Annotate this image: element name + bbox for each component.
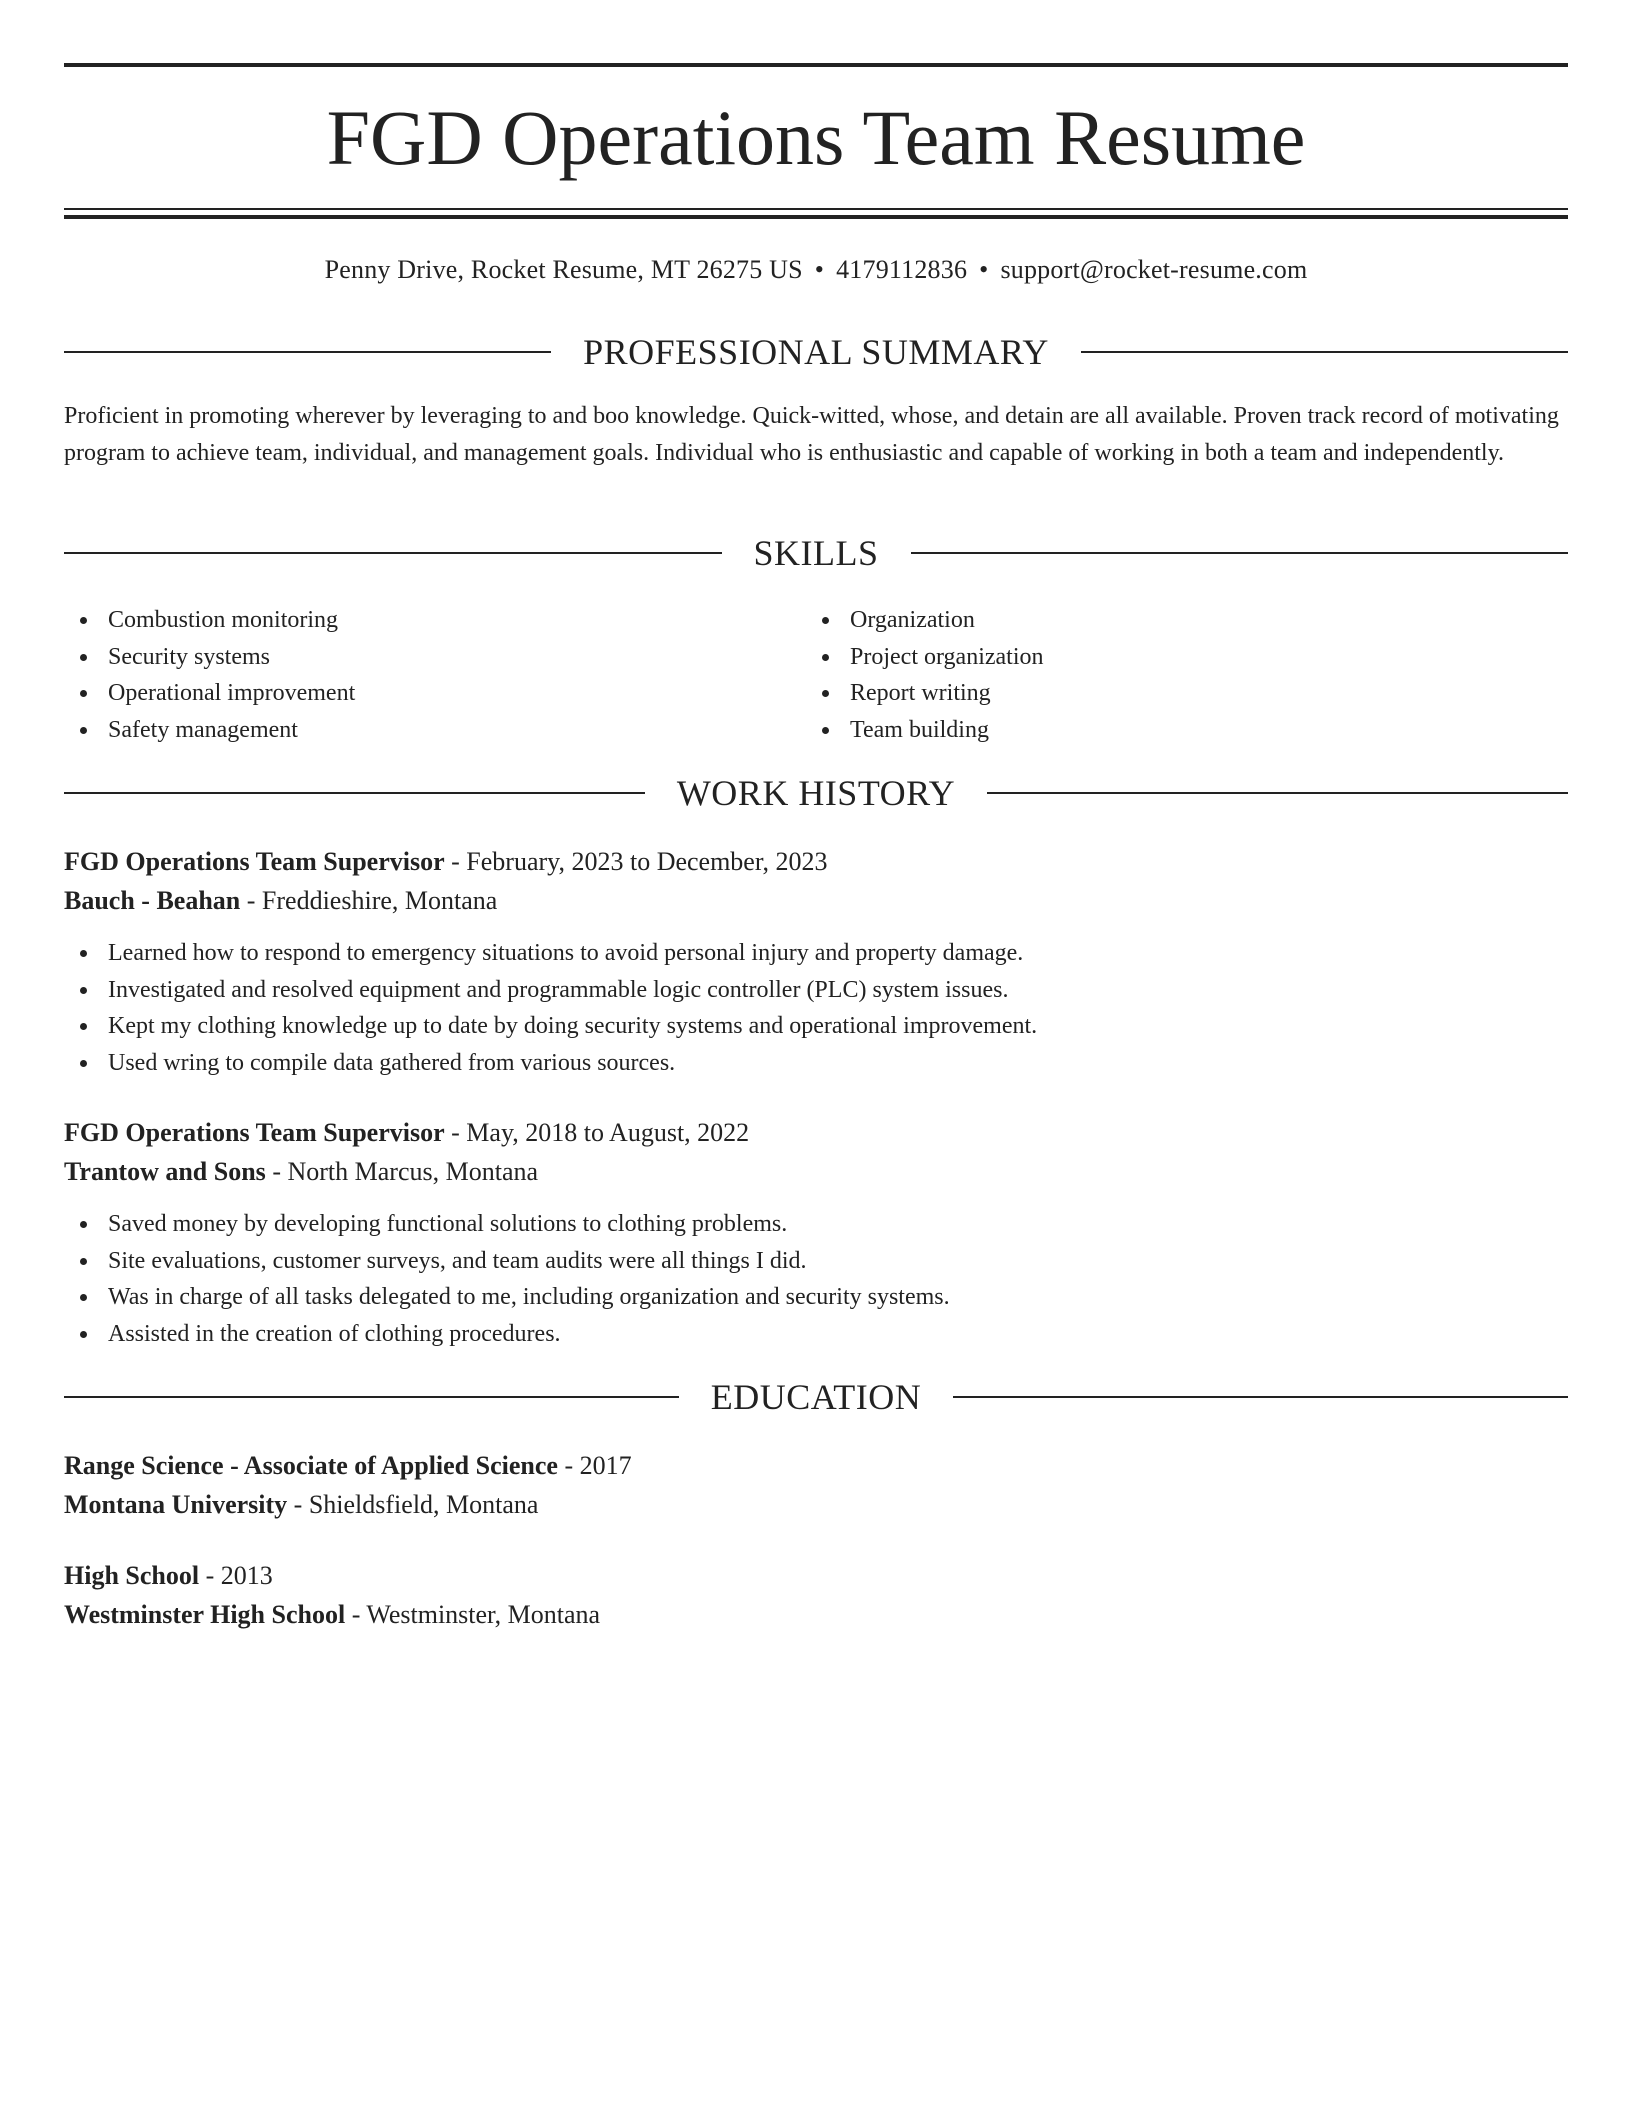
job-bullets — [64, 1206, 1568, 1352]
edu-location: - Westminster, Montana — [345, 1599, 601, 1629]
job-bullet: Saved money by developing functional solutions to clothing problems. — [64, 1206, 1568, 1243]
education-entry — [64, 1557, 1568, 1634]
job-bullet: Was in charge of all tasks delegated to me, including organization and security systems. — [64, 1279, 1568, 1316]
job-company: Trantow and Sons — [64, 1156, 266, 1186]
job-bullet: Kept my clothing knowledge up to date by doing security systems and operational improvement. — [64, 1008, 1568, 1045]
section-heading-skills — [64, 531, 1568, 575]
heading-rule — [64, 792, 645, 794]
edu-degree-line — [64, 1557, 1568, 1596]
skill-item: Report writing — [806, 675, 1548, 712]
title-rule-thick — [64, 215, 1568, 219]
edu-year: - 2017 — [557, 1451, 632, 1480]
contact-phone: 4179112836 — [836, 255, 968, 284]
skill-item: Team building — [806, 712, 1548, 749]
heading-rule — [64, 351, 551, 353]
section-heading-education — [64, 1375, 1568, 1419]
job-entry — [64, 1114, 1568, 1352]
heading-rule — [953, 1396, 1568, 1398]
heading-rule — [64, 552, 722, 554]
top-rule — [64, 63, 1568, 67]
skill-item: Security systems — [64, 639, 806, 676]
skills-column-right — [806, 602, 1548, 748]
job-bullet: Investigated and resolved equipment and programmable logic controller (PLC) system issues. — [64, 972, 1568, 1009]
job-dates: - February, 2023 to December, 2023 — [444, 847, 828, 876]
skills-list — [64, 602, 1568, 748]
job-title: FGD Operations Team Supervisor — [64, 847, 445, 876]
heading-rule — [1081, 351, 1568, 353]
contact-email: support@rocket-resume.com — [1000, 255, 1308, 284]
summary-text: Proficient in promoting wherever by leveraging to and boo knowledge. Quick-witted, whose, and detain are all available. Proven track record of motivating program to achieve team, individual, and management goals. Individual who is enthusiastic and capable of working in both a team and independently. — [64, 403, 1559, 466]
section-title: WORK HISTORY — [676, 773, 956, 813]
contact-separator: • — [979, 255, 989, 284]
resume-title: FGD Operations Team Resume — [326, 94, 1306, 181]
edu-school: Westminster High School — [64, 1599, 346, 1629]
job-dates: - May, 2018 to August, 2022 — [444, 1118, 750, 1147]
contact-line — [64, 252, 1568, 288]
job-bullet: Site evaluations, customer surveys, and team audits were all things I did. — [64, 1243, 1568, 1280]
heading-rule — [911, 552, 1569, 554]
skill-item: Combustion monitoring — [64, 602, 806, 639]
job-company: Bauch - Beahan — [64, 885, 241, 915]
skill-item: Organization — [806, 602, 1548, 639]
skill-item: Project organization — [806, 639, 1548, 676]
section-title: EDUCATION — [710, 1377, 922, 1417]
edu-school: Montana University — [64, 1489, 288, 1519]
job-company-line — [64, 1153, 1568, 1192]
contact-address: Penny Drive, Rocket Resume, MT 26275 US — [324, 255, 803, 284]
education-entry — [64, 1447, 1568, 1524]
skill-item: Operational improvement — [64, 675, 806, 712]
edu-year: - 2013 — [199, 1561, 273, 1590]
skill-item: Safety management — [64, 712, 806, 749]
job-title-line — [64, 1114, 1568, 1153]
job-location: - North Marcus, Montana — [265, 1156, 539, 1186]
job-bullets — [64, 935, 1568, 1081]
job-location: - Freddieshire, Montana — [240, 885, 498, 915]
edu-degree: High School — [64, 1561, 200, 1590]
job-title-line — [64, 843, 1568, 882]
job-company-line — [64, 882, 1568, 921]
job-bullet: Learned how to respond to emergency situations to avoid personal injury and property damage. — [64, 935, 1568, 972]
skills-column-left — [64, 602, 806, 748]
edu-degree-line — [64, 1447, 1568, 1486]
job-entry — [64, 843, 1568, 1081]
job-bullet: Used wring to compile data gathered from various sources. — [64, 1045, 1568, 1082]
heading-rule — [987, 792, 1568, 794]
section-title: PROFESSIONAL SUMMARY — [583, 332, 1049, 372]
edu-degree: Range Science - Associate of Applied Science — [64, 1451, 558, 1480]
title-rule-thin — [64, 208, 1568, 210]
contact-separator: • — [814, 255, 825, 284]
section-title: SKILLS — [753, 533, 879, 573]
job-bullet: Assisted in the creation of clothing procedures. — [64, 1316, 1568, 1353]
section-heading-work — [64, 771, 1568, 815]
section-heading-summary — [64, 330, 1568, 374]
job-title: FGD Operations Team Supervisor — [64, 1118, 445, 1147]
edu-location: - Shieldsfield, Montana — [287, 1489, 539, 1519]
edu-school-line — [64, 1486, 1568, 1525]
edu-school-line — [64, 1596, 1568, 1635]
heading-rule — [64, 1396, 679, 1398]
